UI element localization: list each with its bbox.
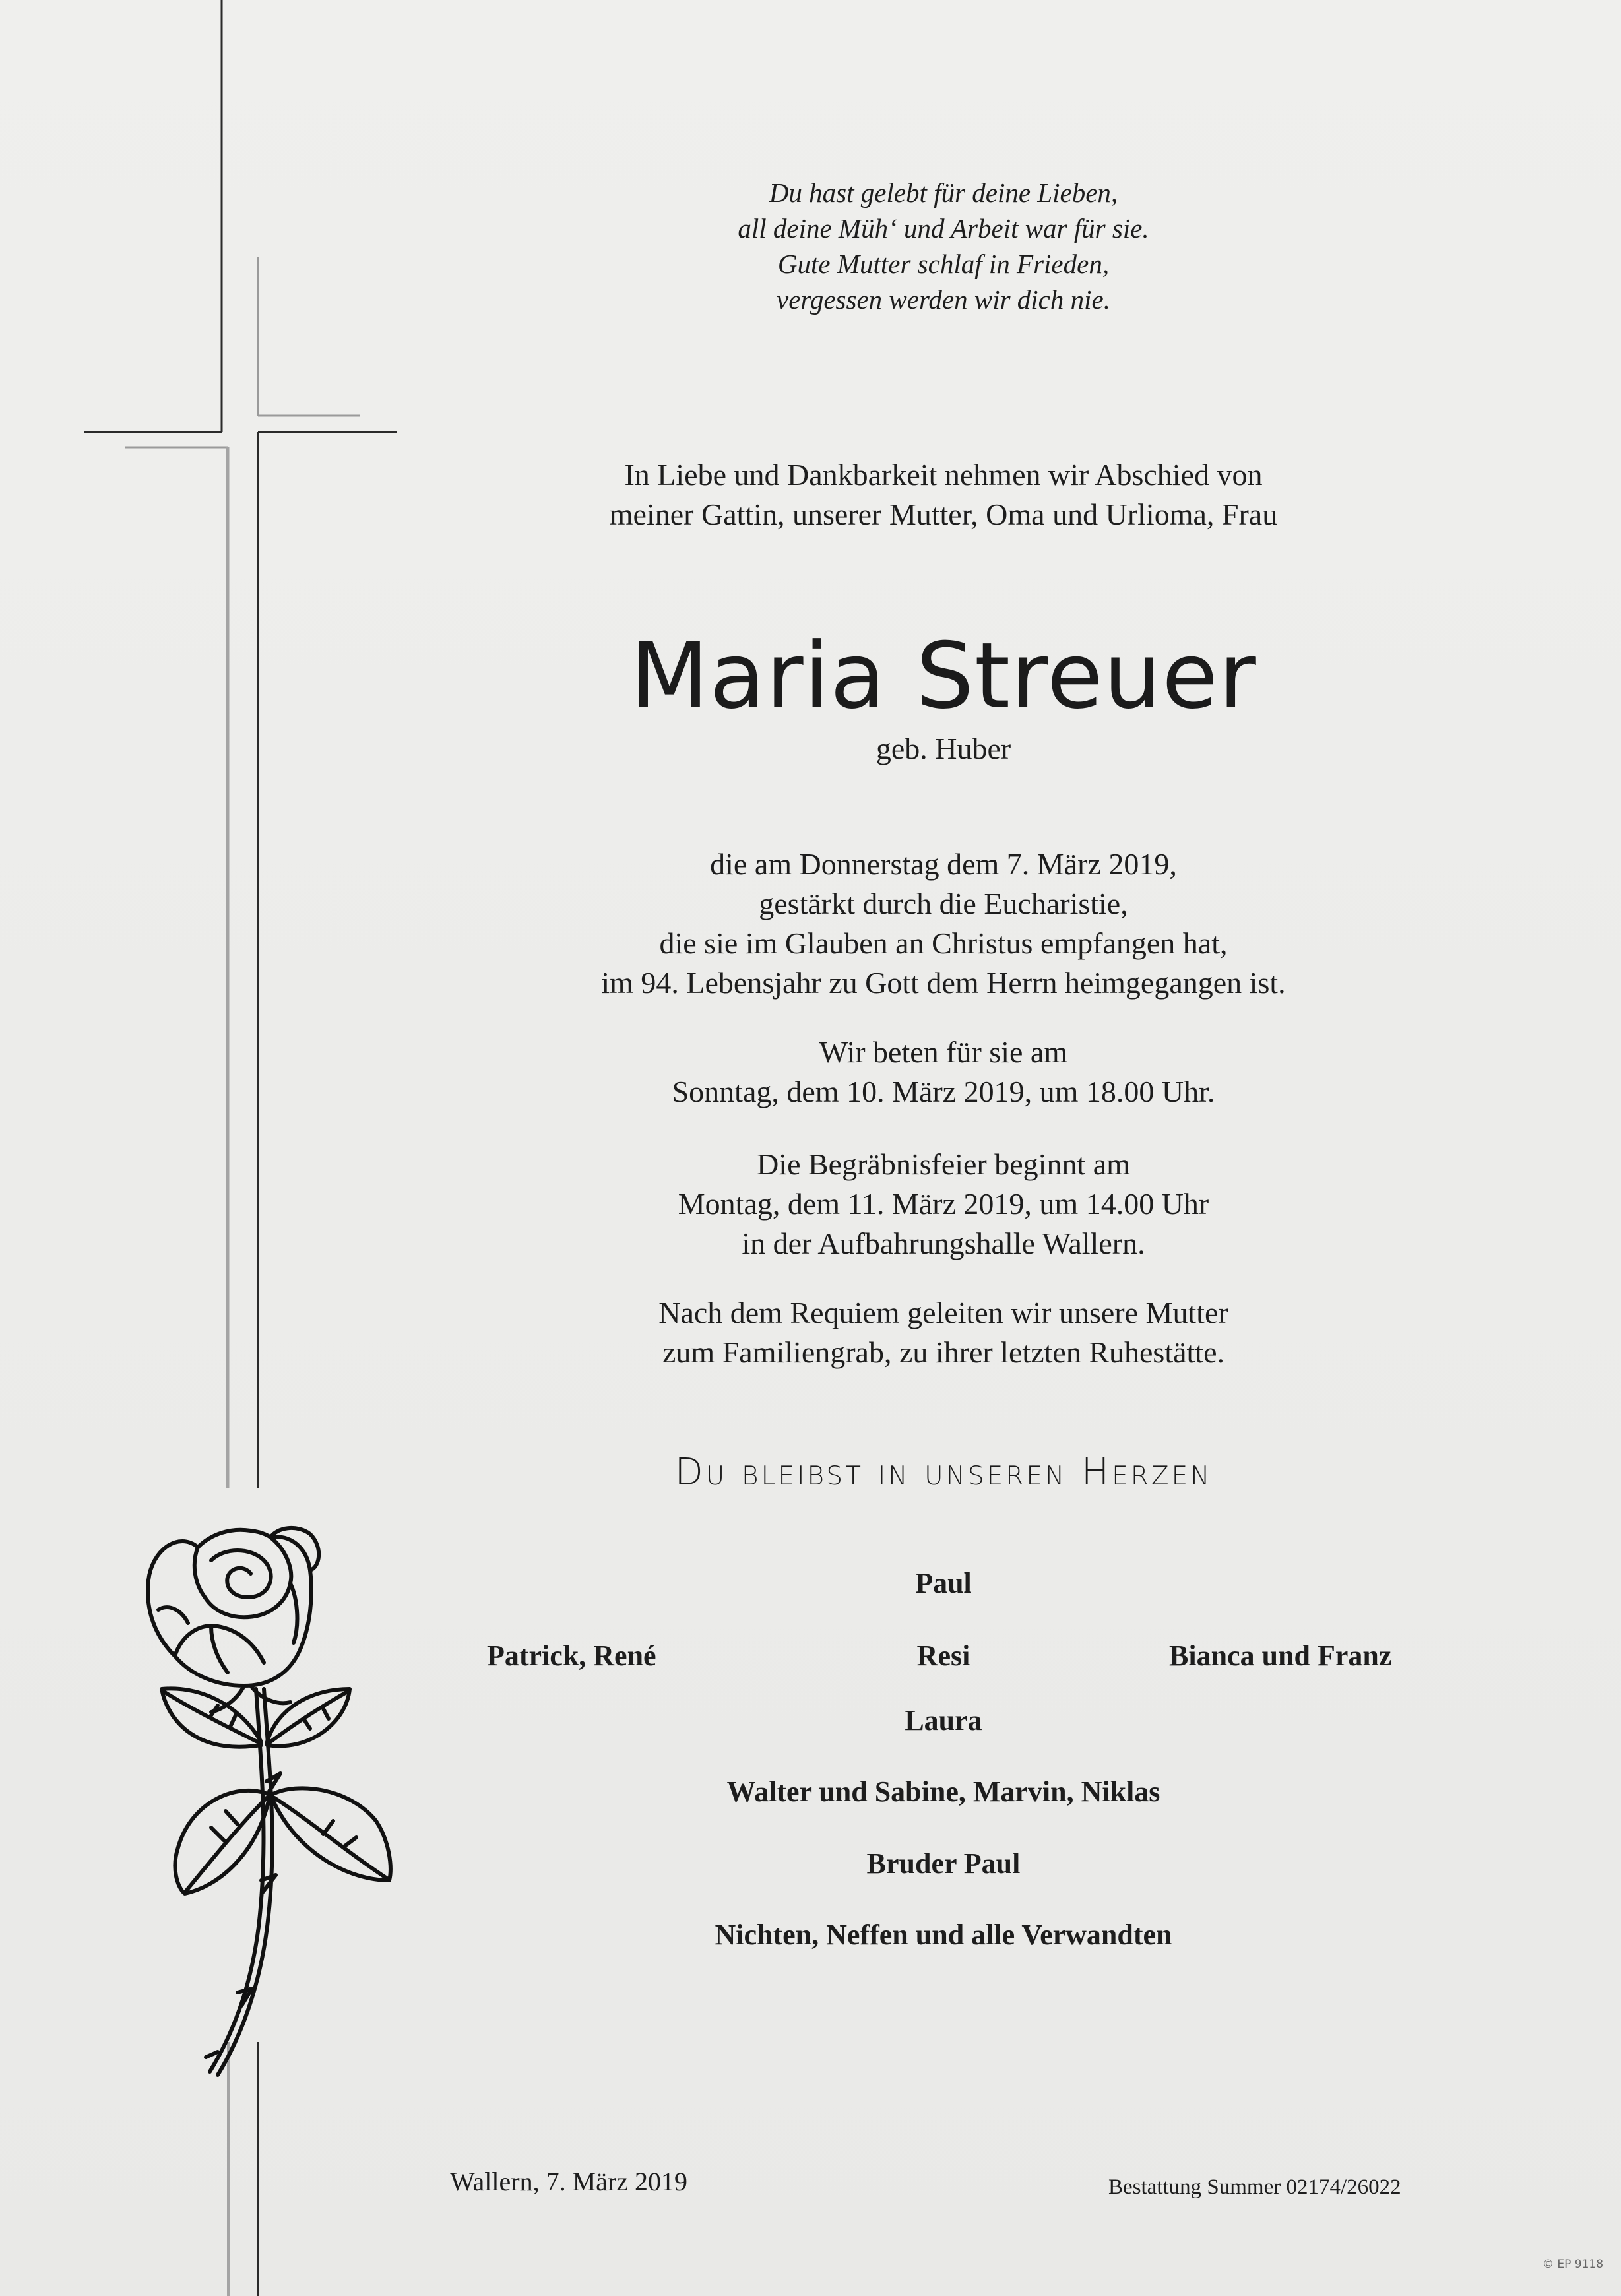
death-notice bbox=[548, 845, 1339, 1003]
intro-line: In Liebe und Dankbarkeit nehmen wir Abschied von bbox=[624, 458, 1263, 492]
burial-notice bbox=[548, 1293, 1339, 1372]
poem-line: Gute Mutter schlaf in Frieden, bbox=[777, 249, 1110, 279]
mourner-brother: Bruder Paul bbox=[866, 1847, 1021, 1880]
notice-line: im 94. Lebensjahr zu Gott dem Herrn heimgegangen ist. bbox=[601, 966, 1286, 1000]
notice-line: die am Donnerstag dem 7. März 2019, bbox=[710, 847, 1177, 881]
funeral-line: in der Aufbahrungshalle Wallern. bbox=[742, 1227, 1145, 1260]
mourner-left: Patrick, René bbox=[487, 1640, 656, 1672]
copyright-note: © EP 9118 bbox=[1542, 2258, 1604, 2271]
burial-line: zum Familiengrab, zu ihrer letzten Ruhestätte. bbox=[662, 1335, 1224, 1369]
funeral-line: Montag, dem 11. März 2019, um 14.00 Uhr bbox=[678, 1187, 1209, 1221]
mourner-right: Bianca und Franz bbox=[1169, 1640, 1392, 1672]
rose-icon bbox=[148, 1528, 391, 2075]
poem bbox=[548, 175, 1339, 317]
funeral-line: Die Begräbnisfeier beginnt am bbox=[757, 1147, 1130, 1181]
prayer-line: Wir beten für sie am bbox=[819, 1035, 1068, 1069]
mourner-grandchild: Laura bbox=[905, 1704, 982, 1737]
mourner-family-line: Walter und Sabine, Marvin, Niklas bbox=[726, 1775, 1160, 1808]
motto bbox=[548, 1445, 1339, 1499]
maiden-name: geb. Huber bbox=[875, 732, 1011, 765]
burial-line: Nach dem Requiem geleiten wir unsere Mutter bbox=[658, 1296, 1228, 1329]
mourner-center: Resi bbox=[916, 1640, 970, 1672]
poem-line: vergessen werden wir dich nie. bbox=[777, 284, 1110, 315]
funeral-notice bbox=[548, 1145, 1339, 1263]
intro-line: meiner Gattin, unserer Mutter, Oma und Urlioma, Frau bbox=[609, 497, 1278, 531]
notice-line: gestärkt durch die Eucharistie, bbox=[759, 887, 1128, 920]
prayer-line: Sonntag, dem 10. März 2019, um 18.00 Uhr. bbox=[672, 1075, 1215, 1108]
prayer-notice bbox=[548, 1033, 1339, 1112]
undertaker-info: Bestattung Summer 02174/26022 bbox=[1108, 2175, 1401, 2199]
mourner-relatives: Nichten, Neffen und alle Verwandten bbox=[715, 1919, 1172, 1951]
poem-line: all deine Müh‘ und Arbeit war für sie. bbox=[738, 213, 1149, 243]
motto-text: Du bleibst in unseren Herzen bbox=[674, 1451, 1213, 1494]
place-date: Wallern, 7. März 2019 bbox=[450, 2167, 687, 2196]
intro-text bbox=[548, 455, 1339, 534]
cross-icon bbox=[84, 0, 397, 2296]
notice-line: die sie im Glauben an Christus empfangen hat, bbox=[659, 926, 1228, 960]
deceased-name: Maria Streuer bbox=[630, 623, 1257, 729]
poem-line: Du hast gelebt für deine Lieben, bbox=[769, 177, 1118, 208]
mourner-spouse: Paul bbox=[915, 1567, 972, 1599]
